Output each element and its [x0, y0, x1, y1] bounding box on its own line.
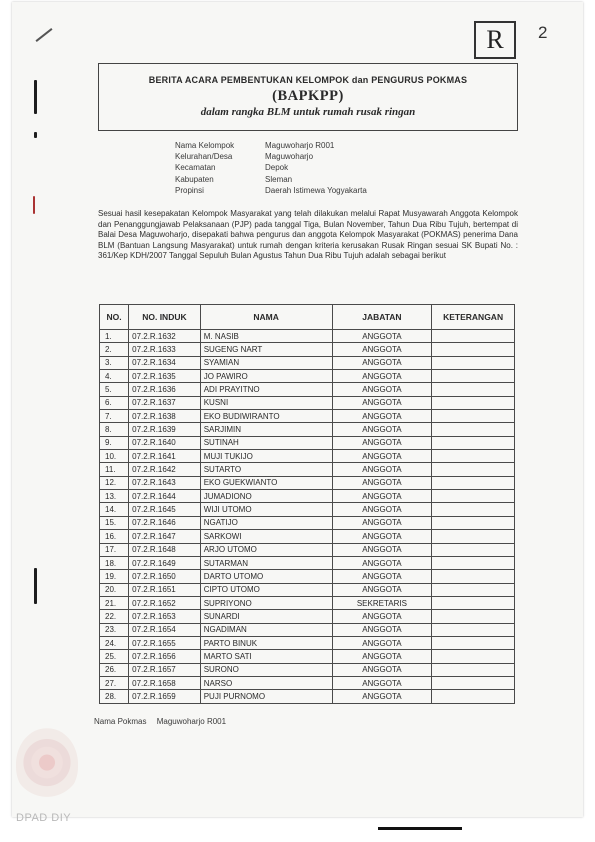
info-row: [175, 140, 367, 151]
row-number: 14.: [100, 503, 129, 516]
row-nama: SUTINAH: [200, 436, 332, 449]
footer-group-name: [94, 717, 234, 726]
row-nama: NGADIMAN: [200, 623, 332, 636]
row-nama: DARTO UTOMO: [200, 570, 332, 583]
info-value: Maguwoharjo: [265, 152, 314, 162]
row-induk: 07.2.R.1635: [129, 370, 201, 383]
row-nama: SARJIMIN: [200, 423, 332, 436]
row-nama: SURONO: [200, 663, 332, 676]
row-jabatan: ANGGOTA: [332, 636, 432, 649]
row-induk: 07.2.R.1642: [129, 463, 201, 476]
table-row: [100, 396, 515, 409]
table-row: [100, 343, 515, 356]
row-number: 12.: [100, 476, 129, 489]
row-induk: 07.2.R.1654: [129, 623, 201, 636]
row-keterangan: [432, 583, 515, 596]
row-nama: CIPTO UTOMO: [200, 583, 332, 596]
row-nama: SARKOWI: [200, 530, 332, 543]
group-info: [175, 140, 367, 196]
row-number: 16.: [100, 530, 129, 543]
row-jabatan: ANGGOTA: [332, 463, 432, 476]
table-row: [100, 610, 515, 623]
table-row: [100, 516, 515, 529]
row-induk: 07.2.R.1656: [129, 650, 201, 663]
row-number: 22.: [100, 610, 129, 623]
table-row: [100, 476, 515, 489]
row-number: 24.: [100, 636, 129, 649]
row-jabatan: ANGGOTA: [332, 570, 432, 583]
table-row: [100, 503, 515, 516]
member-table: [99, 304, 515, 704]
row-keterangan: [432, 503, 515, 516]
row-number: 8.: [100, 423, 129, 436]
row-induk: 07.2.R.1632: [129, 330, 201, 343]
title-line-3: dalam rangka BLM untuk rumah rusak ringan: [200, 106, 416, 118]
row-induk: 07.2.R.1657: [129, 663, 201, 676]
row-number: 2.: [100, 343, 129, 356]
row-jabatan: ANGGOTA: [332, 623, 432, 636]
row-keterangan: [432, 423, 515, 436]
row-number: 15.: [100, 516, 129, 529]
table-row: [100, 410, 515, 423]
row-induk: 07.2.R.1659: [129, 690, 201, 703]
row-jabatan: ANGGOTA: [332, 663, 432, 676]
row-jabatan: ANGGOTA: [332, 476, 432, 489]
row-nama: ARJO UTOMO: [200, 543, 332, 556]
row-nama: SUPRIYONO: [200, 596, 332, 609]
row-jabatan: ANGGOTA: [332, 690, 432, 703]
row-induk: 07.2.R.1655: [129, 636, 201, 649]
row-nama: EKO GUEKWIANTO: [200, 476, 332, 489]
row-keterangan: [432, 396, 515, 409]
row-keterangan: [432, 410, 515, 423]
row-nama: MARTO SATI: [200, 650, 332, 663]
row-keterangan: [432, 570, 515, 583]
row-keterangan: [432, 356, 515, 369]
punch-hole-mark: [33, 196, 35, 214]
row-induk: 07.2.R.1639: [129, 423, 201, 436]
row-number: 18.: [100, 556, 129, 569]
row-number: 1.: [100, 330, 129, 343]
footer-value: Maguwoharjo R001: [156, 717, 227, 726]
row-induk: 07.2.R.1643: [129, 476, 201, 489]
row-keterangan: [432, 516, 515, 529]
row-nama: EKO BUDIWIRANTO: [200, 410, 332, 423]
table-header-row: [100, 305, 515, 330]
row-keterangan: [432, 450, 515, 463]
row-induk: 07.2.R.1641: [129, 450, 201, 463]
row-nama: JO PAWIRO: [200, 370, 332, 383]
table-row: [100, 556, 515, 569]
row-nama: SUTARTO: [200, 463, 332, 476]
row-number: 25.: [100, 650, 129, 663]
info-label: Kelurahan/Desa: [175, 152, 233, 162]
footer-label: Nama Pokmas: [94, 717, 147, 726]
row-jabatan: ANGGOTA: [332, 450, 432, 463]
header-jabatan: JABATAN: [332, 305, 432, 330]
header-keterangan: KETERANGAN: [432, 305, 515, 330]
row-nama: SUTARMAN: [200, 556, 332, 569]
row-jabatan: SEKRETARIS: [332, 596, 432, 609]
row-number: 20.: [100, 583, 129, 596]
row-nama: JUMADIONO: [200, 490, 332, 503]
header-no: NO.: [100, 305, 129, 330]
row-induk: 07.2.R.1653: [129, 610, 201, 623]
table-row: [100, 370, 515, 383]
row-induk: 07.2.R.1647: [129, 530, 201, 543]
info-row: [175, 185, 367, 196]
row-nama: SUGENG NART: [200, 343, 332, 356]
row-keterangan: [432, 343, 515, 356]
row-keterangan: [432, 476, 515, 489]
row-induk: 07.2.R.1636: [129, 383, 201, 396]
row-nama: SYAMIAN: [200, 356, 332, 369]
table-row: [100, 623, 515, 636]
table-row: [100, 423, 515, 436]
row-number: 6.: [100, 396, 129, 409]
row-nama: PUJI PURNOMO: [200, 690, 332, 703]
row-keterangan: [432, 436, 515, 449]
row-number: 10.: [100, 450, 129, 463]
info-label: Propinsi: [175, 185, 204, 195]
row-number: 19.: [100, 570, 129, 583]
row-jabatan: ANGGOTA: [332, 556, 432, 569]
row-nama: KUSNI: [200, 396, 332, 409]
row-keterangan: [432, 663, 515, 676]
row-keterangan: [432, 530, 515, 543]
row-number: 11.: [100, 463, 129, 476]
row-number: 21.: [100, 596, 129, 609]
row-keterangan: [432, 383, 515, 396]
row-jabatan: ANGGOTA: [332, 610, 432, 623]
row-number: 3.: [100, 356, 129, 369]
row-number: 26.: [100, 663, 129, 676]
row-jabatan: ANGGOTA: [332, 410, 432, 423]
row-jabatan: ANGGOTA: [332, 396, 432, 409]
agreement-paragraph: Sesuai hasil kesepakatan Kelompok Masyarakat yang telah dilakukan melalui Rapat Musyawarah Anggota Kelompok dan Penanggungjawab Pelaksanaan (PJP) pada tanggal Tiga, Bulan November, Tahun Dua Ribu Tujuh, bertempat di Balai Desa Maguwoharjo, disepakati bahwa pengurus dan anggota Kelompok Masyarakat (POKMAS) penerima Dana BLM (Bantuan Langsung Masyarakat) untuk rumah dengan kriteria kerusakan Rusak Ringan sesuai SK Bupati No. : 361/Kep KDH/2007 Tanggal Sepuluh Bulan Agustus Tahun Dua Ribu Tujuh adalah sebagai berikut: [98, 209, 518, 261]
row-nama: ADI PRAYITNO: [200, 383, 332, 396]
info-row: [175, 174, 367, 185]
table-row: [100, 356, 515, 369]
row-induk: 07.2.R.1648: [129, 543, 201, 556]
table-row: [100, 530, 515, 543]
title-line-1: BERITA ACARA PEMBENTUKAN KELOMPOK dan PENGURUS POKMAS: [148, 75, 468, 85]
row-keterangan: [432, 690, 515, 703]
info-row: [175, 162, 367, 173]
document-title-box: [98, 63, 518, 131]
row-jabatan: ANGGOTA: [332, 383, 432, 396]
table-row: [100, 650, 515, 663]
table-row: [100, 583, 515, 596]
row-keterangan: [432, 330, 515, 343]
table-row: [100, 570, 515, 583]
row-number: 13.: [100, 490, 129, 503]
row-induk: 07.2.R.1637: [129, 396, 201, 409]
punch-hole-mark: [34, 568, 37, 604]
table-row: [100, 636, 515, 649]
page-number: 2: [538, 23, 548, 42]
row-jabatan: ANGGOTA: [332, 436, 432, 449]
row-keterangan: [432, 596, 515, 609]
row-jabatan: ANGGOTA: [332, 343, 432, 356]
row-number: 17.: [100, 543, 129, 556]
scan-edge-bar: [378, 827, 462, 830]
header-induk: NO. INDUK: [129, 305, 201, 330]
row-number: 27.: [100, 676, 129, 689]
row-nama: SUNARDI: [200, 610, 332, 623]
row-nama: M. NASIB: [200, 330, 332, 343]
row-nama: NGATIJO: [200, 516, 332, 529]
table-row: [100, 436, 515, 449]
row-keterangan: [432, 676, 515, 689]
table-row: [100, 463, 515, 476]
row-jabatan: ANGGOTA: [332, 503, 432, 516]
member-rows: [100, 330, 515, 704]
row-jabatan: ANGGOTA: [332, 356, 432, 369]
row-jabatan: ANGGOTA: [332, 583, 432, 596]
row-keterangan: [432, 463, 515, 476]
row-nama: WIJI UTOMO: [200, 503, 332, 516]
row-number: 5.: [100, 383, 129, 396]
table-row: [100, 490, 515, 503]
info-value: Sleman: [265, 174, 293, 184]
row-keterangan: [432, 610, 515, 623]
info-label: Kecamatan: [175, 163, 216, 173]
table-row: [100, 383, 515, 396]
row-induk: 07.2.R.1652: [129, 596, 201, 609]
row-jabatan: ANGGOTA: [332, 516, 432, 529]
row-number: 7.: [100, 410, 129, 423]
row-jabatan: ANGGOTA: [332, 543, 432, 556]
row-jabatan: ANGGOTA: [332, 676, 432, 689]
row-nama: MUJI TUKIJO: [200, 450, 332, 463]
table-row: [100, 450, 515, 463]
row-keterangan: [432, 556, 515, 569]
row-number: 23.: [100, 623, 129, 636]
row-number: 28.: [100, 690, 129, 703]
row-jabatan: ANGGOTA: [332, 423, 432, 436]
row-jabatan: ANGGOTA: [332, 330, 432, 343]
row-induk: 07.2.R.1645: [129, 503, 201, 516]
info-value: Daerah Istimewa Yogyakarta: [265, 185, 367, 195]
info-value: Maguwoharjo R001: [265, 141, 335, 150]
table-row: [100, 676, 515, 689]
table-row: [100, 330, 515, 343]
watermark-text: DPAD DIY: [16, 812, 72, 824]
row-number: 9.: [100, 436, 129, 449]
info-value: Depok: [265, 163, 289, 173]
row-keterangan: [432, 636, 515, 649]
row-induk: 07.2.R.1649: [129, 556, 201, 569]
row-keterangan: [432, 623, 515, 636]
row-keterangan: [432, 650, 515, 663]
row-jabatan: ANGGOTA: [332, 530, 432, 543]
row-jabatan: ANGGOTA: [332, 490, 432, 503]
row-nama: NARSO: [200, 676, 332, 689]
info-label: Kabupaten: [175, 174, 214, 184]
info-row: [175, 151, 367, 162]
row-induk: 07.2.R.1644: [129, 490, 201, 503]
row-induk: 07.2.R.1658: [129, 676, 201, 689]
row-keterangan: [432, 543, 515, 556]
row-jabatan: ANGGOTA: [332, 370, 432, 383]
table-row: [100, 543, 515, 556]
table-row: [100, 596, 515, 609]
row-induk: 07.2.R.1638: [129, 410, 201, 423]
punch-hole-mark: [34, 132, 37, 138]
row-keterangan: [432, 370, 515, 383]
row-induk: 07.2.R.1646: [129, 516, 201, 529]
row-induk: 07.2.R.1651: [129, 583, 201, 596]
row-induk: 07.2.R.1640: [129, 436, 201, 449]
seal-stamp: [16, 728, 78, 800]
table-row: [100, 690, 515, 703]
row-keterangan: [432, 490, 515, 503]
category-code-box: R: [474, 21, 516, 59]
punch-hole-mark: [34, 80, 37, 114]
row-jabatan: ANGGOTA: [332, 650, 432, 663]
row-number: 4.: [100, 370, 129, 383]
info-label: Nama Kelompok: [175, 141, 235, 150]
row-induk: 07.2.R.1633: [129, 343, 201, 356]
row-nama: PARTO BINUK: [200, 636, 332, 649]
row-induk: 07.2.R.1650: [129, 570, 201, 583]
header-nama: NAMA: [200, 305, 332, 330]
title-line-2: (BAPKPP): [272, 88, 344, 104]
table-row: [100, 663, 515, 676]
row-induk: 07.2.R.1634: [129, 356, 201, 369]
